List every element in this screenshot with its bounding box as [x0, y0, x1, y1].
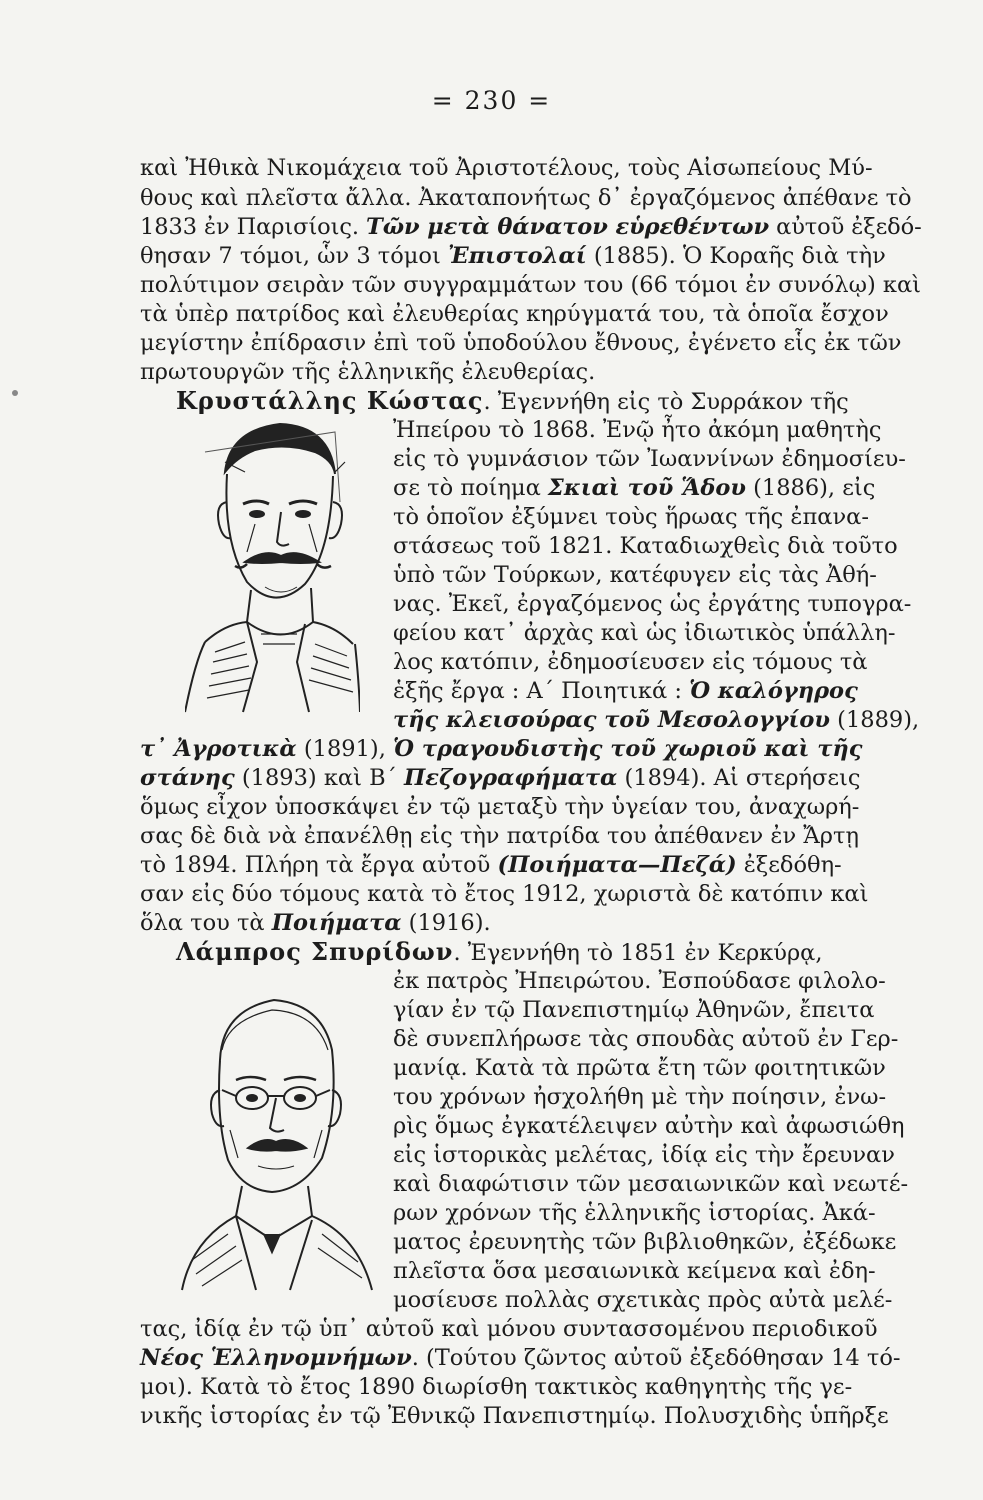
- text-line: [393, 1111, 922, 1141]
- text-line: [140, 908, 922, 938]
- text-line: [393, 705, 922, 735]
- text-line: [393, 1256, 922, 1286]
- text-span: γίαν ἐν τῷ Πανεπιστημίῳ Ἀθηνῶν, ἔπειτα: [393, 997, 875, 1023]
- text-span: . Ἐγεννήθη εἰς τὸ Συρράκον τῆς: [483, 389, 849, 415]
- text-span: (1885). Ὁ Κοραῆς διὰ τὴν: [586, 243, 886, 269]
- text-span: ρὶς ὅμως ἐγκατέλειψεν αὐτὴν καὶ ἀφωσιώθη: [393, 1113, 905, 1139]
- text-line: [393, 589, 922, 619]
- entry-heading: Λάμπρος Σπυρίδων: [176, 937, 454, 966]
- text-line: [393, 995, 922, 1025]
- text-line: [140, 1401, 922, 1431]
- text-span: σε τὸ ποίημα: [393, 475, 548, 501]
- text-line: [393, 1024, 922, 1054]
- work-title: στάνης: [140, 765, 235, 791]
- text-line: [140, 153, 922, 183]
- text-line: [393, 966, 922, 996]
- text-line: [140, 821, 922, 851]
- work-title: Σκιαὶ τοῦ Ἅδου: [547, 475, 746, 501]
- text-line: [140, 879, 922, 909]
- text-span: νικῆς ἱστορίας ἐν τῷ Ἐθνικῷ Πανεπιστημίῳ. Πολυσχιδὴς ὑπῆρξε: [140, 1403, 889, 1429]
- text-line: [393, 1285, 922, 1315]
- text-span: ἑξῆς ἔργα : Α΄ Ποιητικά :: [393, 678, 690, 704]
- text-line: [140, 241, 922, 271]
- text-span: ὅλα του τὰ: [140, 910, 272, 936]
- text-line: [140, 1314, 922, 1344]
- work-title: Νέος Ἑλληνομνήμων: [140, 1345, 412, 1371]
- text-line: [176, 937, 922, 967]
- text-span: του χρόνων ἠσχολήθη μὲ τὴν ποίησιν, ἐνω-: [393, 1084, 887, 1110]
- text-span: πρωτουργῶν τῆς ἑλληνικῆς ἐλευθερίας.: [140, 359, 596, 385]
- margin-dot: [12, 390, 18, 396]
- text-line: [393, 618, 922, 648]
- text-line: [140, 357, 922, 387]
- text-span: τὸ ὁποῖον ἐξύμνει τοὺς ἥρωας τῆς ἐπανα-: [393, 504, 869, 530]
- text-span: ὑπὸ τῶν Τούρκων, κατέφυγεν εἰς τὰς Ἀθή-: [393, 562, 877, 588]
- text-span: πλεῖστα ὅσα μεσαιωνικὰ κείμενα καὶ ἐδη-: [393, 1258, 876, 1284]
- text-span: τας, ἰδίᾳ ἐν τῷ ὑπ᾽ αὐτοῦ καὶ μόνου συντασσομένου περιοδικοῦ: [140, 1316, 878, 1342]
- work-title: Ποιήματα: [271, 910, 402, 936]
- text-line: [393, 560, 922, 590]
- text-line: [140, 763, 922, 793]
- text-line: [140, 183, 922, 213]
- text-span: πολύτιμον σειρὰν τῶν συγγραμμάτων του (66 τόμοι ἐν συνόλῳ) καὶ: [140, 272, 921, 298]
- text-span: θησαν 7 τόμοι, ὧν 3 τόμοι: [140, 243, 448, 269]
- text-line: [393, 473, 922, 503]
- text-line: [393, 1169, 922, 1199]
- text-span: θους καὶ πλεῖστα ἄλλα. Ἀκαταπονήτως δ᾽ ἐργαζόμενος ἀπέθανε τὸ: [140, 185, 912, 211]
- text-span: ρων χρόνων τῆς ἑλληνικῆς ἱστορίας. Ἀκά-: [393, 1200, 876, 1226]
- text-line: [140, 850, 922, 880]
- text-span: ματος ἐρευνητὴς τῶν βιβλιοθηκῶν, ἐξέδωκε: [393, 1229, 897, 1255]
- work-title: τῆς κλεισούρας τοῦ Μεσολογγίου: [393, 707, 831, 733]
- work-title: Ὁ τραγουδιστὴς τοῦ χωριοῦ καὶ τῆς: [393, 736, 863, 762]
- work-title: (Ποιήματα—Πεζά): [497, 852, 737, 878]
- text-span: στάσεως τοῦ 1821. Καταδιωχθεὶς διὰ τοῦτο: [393, 533, 898, 559]
- text-span: (1893) καὶ Β΄: [234, 765, 405, 791]
- text-line: [393, 1198, 922, 1228]
- text-span: εἰς τὸ γυμνάσιον τῶν Ἰωαννίνων ἐδημοσίευ-: [393, 446, 906, 472]
- work-title: Ἐπιστολαί: [447, 243, 587, 269]
- text-span: ἐκ πατρὸς Ἠπειρώτου. Ἐσπούδασε φιλολο-: [393, 968, 886, 994]
- text-line: [393, 1227, 922, 1257]
- text-line: [140, 328, 922, 358]
- work-title: Πεζογραφήματα: [404, 765, 618, 791]
- text-line: [140, 734, 922, 764]
- text-span: σαν εἰς δύο τόμους κατὰ τὸ ἔτος 1912, χωριστὰ δὲ κατόπιν καὶ: [140, 881, 869, 907]
- text-span: (1916).: [401, 910, 491, 936]
- text-span: εἰς ἱστορικὰς μελέτας, ἰδίᾳ εἰς τὴν ἔρευναν: [393, 1142, 895, 1168]
- text-line: [393, 1082, 922, 1112]
- portrait-krystallis: [185, 412, 360, 727]
- text-line: [140, 792, 922, 822]
- text-line: [393, 1140, 922, 1170]
- text-line: [140, 1372, 922, 1402]
- portrait-lampros: [172, 990, 377, 1300]
- work-title: τ᾽ Ἀγροτικὰ: [140, 736, 297, 762]
- text-span: (1886), εἰς: [745, 475, 876, 501]
- text-line: [393, 531, 922, 561]
- text-span: . Ἐγεννήθη τὸ 1851 ἐν Κερκύρᾳ,: [453, 940, 823, 966]
- text-line: [393, 1053, 922, 1083]
- text-span: φείου κατ᾽ ἀρχὰς καὶ ὡς ἰδιωτικὸς ὑπάλλη-: [393, 620, 896, 646]
- page-number: = 230 =: [431, 86, 552, 115]
- text-span: (1894). Αἱ στερήσεις: [617, 765, 861, 791]
- text-span: μανίᾳ. Κατὰ τὰ πρῶτα ἔτη τῶν φοιτητικῶν: [393, 1055, 886, 1081]
- entry-heading: Κρυστάλλης Κώστας: [176, 386, 484, 415]
- text-line: [393, 676, 922, 706]
- text-line: [140, 299, 922, 329]
- work-title: Ὁ καλόγηρος: [689, 678, 858, 704]
- text-span: ἐξεδόθη-: [736, 852, 842, 878]
- text-span: αὐτοῦ ἐξεδό-: [769, 214, 922, 240]
- text-span: λος κατόπιν, ἐδημοσίευσεν εἰς τόμους τὰ: [393, 649, 868, 675]
- text-span: . (Τούτου ζῶντος αὐτοῦ ἐξεδόθησαν 14 τό-: [411, 1345, 901, 1371]
- text-span: (1889),: [830, 707, 920, 733]
- work-title: Τῶν μετὰ θάνατον εὑρεθέντων: [366, 214, 770, 240]
- text-span: τὰ ὑπὲρ πατρίδος καὶ ἐλευθερίας κηρύγματά του, τὰ ὁποῖα ἔσχον: [140, 301, 889, 327]
- text-line: [393, 502, 922, 532]
- text-span: μοσίευσε πολλὰς σχετικὰς πρὸς αὐτὰ μελέ-: [393, 1287, 893, 1313]
- text-line: [140, 212, 922, 242]
- text-line: [140, 1343, 922, 1373]
- text-span: καὶ Ἠθικὰ Νικομάχεια τοῦ Ἀριστοτέλους, τοὺς Αἰσωπείους Μύ-: [140, 155, 873, 181]
- text-span: καὶ διαφώτισιν τῶν μεσαιωνικῶν καὶ νεωτέ-: [393, 1171, 909, 1197]
- text-line: [393, 444, 922, 474]
- text-span: τὸ 1894. Πλήρη τὰ ἔργα αὐτοῦ: [140, 852, 498, 878]
- text-span: σας δὲ διὰ νὰ ἐπανέλθῃ εἰς τὴν πατρίδα του ἀπέθανεν ἐν Ἄρτῃ: [140, 823, 859, 849]
- text-span: δὲ συνεπλήρωσε τὰς σπουδὰς αὐτοῦ ἐν Γερ-: [393, 1026, 899, 1052]
- text-line: [393, 647, 922, 677]
- text-span: (1891),: [296, 736, 393, 762]
- text-line: [393, 415, 922, 445]
- text-span: Ἠπείρου τὸ 1868. Ἐνῷ ἦτο ἀκόμη μαθητὴς: [393, 417, 882, 443]
- text-span: 1833 ἐν Παρισίοις.: [140, 214, 367, 240]
- text-span: μοι). Κατὰ τὸ ἔτος 1890 διωρίσθη τακτικὸς καθηγητὴς τῆς γε-: [140, 1374, 853, 1400]
- text-span: ὅμως εἶχον ὑποσκάψει ἐν τῷ μεταξὺ τὴν ὑγείαν του, ἀναχωρή-: [140, 794, 860, 820]
- text-span: νας. Ἐκεῖ, ἐργαζόμενος ὡς ἐργάτης τυπογρα-: [393, 591, 912, 617]
- text-span: μεγίστην ἐπίδρασιν ἐπὶ τοῦ ὑποδούλου ἔθνους, ἐγένετο εἷς ἐκ τῶν: [140, 330, 902, 356]
- text-line: [140, 270, 922, 300]
